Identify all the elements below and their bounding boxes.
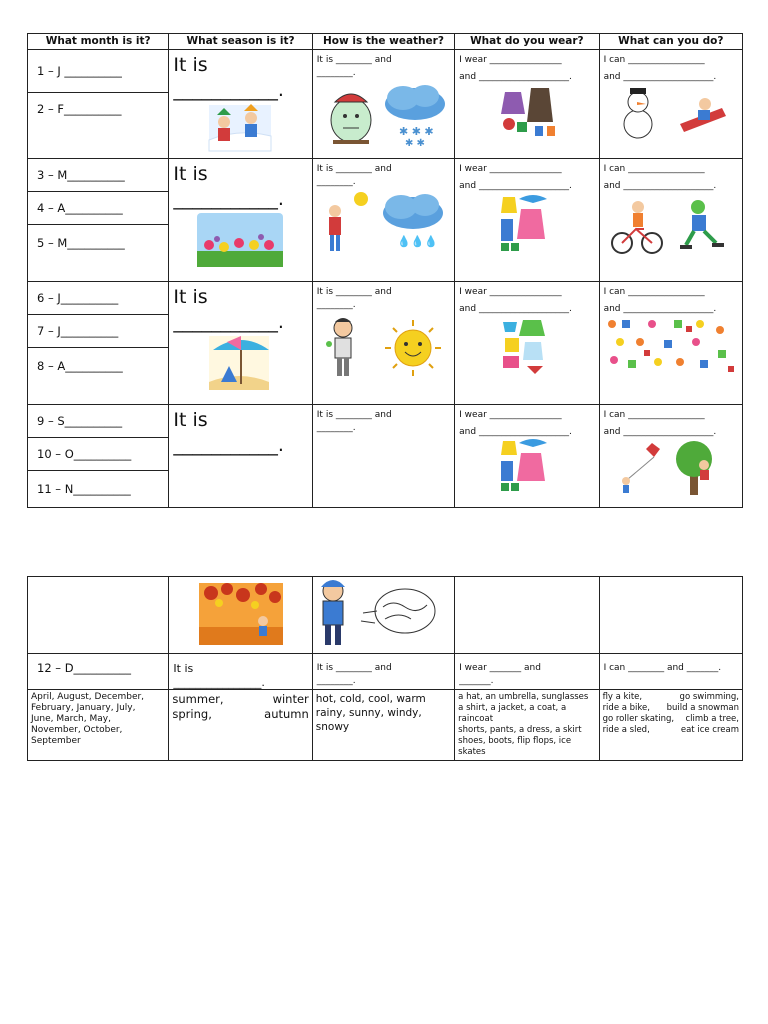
month-blank: 10 – O__________ <box>28 438 168 471</box>
season-blank: ___________. <box>173 188 284 210</box>
word-bank-item: fly a kite, <box>602 692 643 702</box>
can-cell <box>599 654 742 690</box>
svg-text:💧💧💧: 💧💧💧 <box>396 235 438 248</box>
roller-boy-icon <box>680 200 724 249</box>
autumn-leaves-icon <box>169 577 312 651</box>
image-row <box>28 577 743 654</box>
season-blank: ___________. <box>173 311 284 333</box>
weather-line: It is ________ and <box>316 663 392 673</box>
table-row <box>28 405 743 508</box>
can-line: I can _________________ <box>603 410 705 420</box>
word-bank-item: spring, <box>172 707 212 721</box>
wear-line: I wear _______ and <box>459 663 541 673</box>
weather-image-cell <box>312 577 454 654</box>
can-line: and ____________________. <box>603 72 717 82</box>
season-blank: ________________. <box>173 676 265 689</box>
season-cell <box>169 50 312 159</box>
month-blank: 5 – M__________ <box>37 236 125 250</box>
it-is-label: It is <box>173 54 208 76</box>
answer-row <box>28 654 743 690</box>
word-bank-clothes <box>455 690 599 761</box>
rain-cloud-icon <box>383 194 443 248</box>
can-cell <box>599 282 742 405</box>
word-bank-item: eat ice cream <box>680 725 739 735</box>
month-blank: 11 – N__________ <box>37 482 131 496</box>
it-is-label: It is <box>173 409 208 431</box>
snowman-icon <box>600 84 743 142</box>
empty-cell <box>28 577 169 654</box>
word-bank-item: ride a bike, <box>602 703 650 713</box>
word-bank-item: winter <box>272 692 309 706</box>
can-line: and ____________________. <box>603 304 717 314</box>
flowers-icon <box>169 209 312 271</box>
weather-line: It is ________ and <box>316 410 392 420</box>
word-bank-line: shorts, pants, a dress, a skirt <box>458 725 582 735</box>
header-season: What season is it? <box>169 34 312 50</box>
word-bank-line: rainy, sunny, windy, snowy <box>315 707 422 733</box>
empty-cell <box>599 577 742 654</box>
word-bank-item: go roller skating, <box>602 714 675 724</box>
wear-line: and ____________________. <box>459 72 572 82</box>
tree-boy-icon <box>676 441 712 495</box>
wear-line: I wear ________________ <box>459 164 562 174</box>
word-bank-item: climb a tree, <box>685 714 739 724</box>
table-row <box>28 50 743 159</box>
can-line: and ____________________. <box>603 181 717 191</box>
word-bank-item: go swimming, <box>679 692 739 702</box>
month-blank: 6 – J__________ <box>28 282 168 315</box>
snow-cloud-icon <box>385 85 445 149</box>
month-blank: 2 – F__________ <box>37 102 122 116</box>
wear-cell <box>455 654 599 690</box>
can-line: I can ________ and _______. <box>603 663 722 673</box>
month-blank: 3 – M__________ <box>28 159 168 192</box>
month-blank: 9 – S__________ <box>28 405 168 438</box>
can-cell <box>599 405 742 508</box>
summer-clothes-icon <box>455 316 599 378</box>
sun-boy-icon <box>313 189 455 259</box>
weather-cell <box>312 654 454 690</box>
word-bank-item: build a snowman <box>666 703 739 713</box>
word-bank-line: February, January, July, <box>31 703 136 713</box>
month-blank: 8 – A__________ <box>37 359 123 373</box>
header-row <box>28 34 743 50</box>
month-blank: 12 – D__________ <box>37 661 132 675</box>
it-is-label: It is <box>173 286 208 308</box>
can-line: I can _________________ <box>603 164 705 174</box>
wind-cloud-icon <box>361 589 435 633</box>
word-bank-line: April, August, December, <box>31 692 145 702</box>
month-blank: 1 – J __________ <box>28 50 168 93</box>
weather-worksheet-table <box>27 33 743 508</box>
season-cell <box>169 405 312 508</box>
word-bank-line: a shirt, a jacket, a coat, a raincoat <box>458 703 567 724</box>
word-bank-line: hot, cold, cool, warm <box>315 693 426 705</box>
wear-line: and ____________________. <box>459 304 572 314</box>
header-can: What can you do? <box>599 34 742 50</box>
header-wear: What do you wear? <box>455 34 599 50</box>
month-cell <box>28 159 169 282</box>
can-line: I can _________________ <box>603 287 705 297</box>
wear-cell <box>455 159 599 282</box>
it-is-label: It is <box>173 662 194 675</box>
month-blank: 7 – J__________ <box>28 315 168 348</box>
hot-boy-icon <box>313 312 455 384</box>
header-month: What month is it? <box>28 34 169 50</box>
can-line: and ____________________. <box>603 427 717 437</box>
season-cell <box>169 282 312 405</box>
weather-cell <box>312 159 454 282</box>
table-row <box>28 282 743 405</box>
weather-line: It is ________ and <box>316 164 392 174</box>
weather-line: ________. <box>316 676 356 686</box>
month-cell <box>28 405 169 508</box>
can-line: I can _________________ <box>603 55 705 65</box>
spring-clothes-icon <box>455 439 599 495</box>
bike-girl-icon <box>600 193 743 259</box>
word-bank-weather <box>312 690 454 761</box>
wear-cell <box>455 405 599 508</box>
svg-text:✱ ✱ ✱: ✱ ✱ ✱ <box>398 125 434 138</box>
season-blank: ___________. <box>173 434 284 456</box>
sun-icon <box>385 320 441 376</box>
month-cell <box>28 50 169 159</box>
season-cell <box>169 159 312 282</box>
weather-cell <box>312 282 454 405</box>
word-bank-activities <box>599 690 742 761</box>
word-bank-line: November, October, September <box>31 725 123 746</box>
word-bank-line: June, March, May, <box>31 714 111 724</box>
wear-line: and ____________________. <box>459 181 572 191</box>
weather-line: ________. <box>316 68 356 78</box>
wind-boy-icon <box>313 577 455 653</box>
bottom-table <box>27 576 743 761</box>
weather-line: ________. <box>316 300 356 310</box>
beach-umbrella-icon <box>169 332 312 394</box>
word-bank-item: ride a sled, <box>602 725 650 735</box>
month-cell <box>28 654 169 690</box>
wear-line: I wear ________________ <box>459 410 562 420</box>
winter-clothes-icon <box>455 84 599 142</box>
wear-line: I wear ________________ <box>459 55 562 65</box>
svg-text:✱ ✱: ✱ ✱ <box>404 138 425 149</box>
word-bank-line: a hat, an umbrella, sunglasses <box>458 692 589 702</box>
empty-cell <box>455 577 599 654</box>
wear-cell <box>455 50 599 159</box>
word-bank-months <box>28 690 169 761</box>
word-bank-seasons <box>169 690 312 761</box>
header-weather: How is the weather? <box>312 34 454 50</box>
table-row <box>28 159 743 282</box>
word-bank-line: skates <box>458 747 486 757</box>
sled-icon <box>680 98 726 132</box>
weather-line: It is ________ and <box>316 287 392 297</box>
wear-line: and ____________________. <box>459 427 572 437</box>
season-blank: ___________. <box>173 79 284 101</box>
weather-line: It is ________ and <box>316 55 392 65</box>
wear-cell <box>455 282 599 405</box>
wear-line: _______. <box>459 676 494 686</box>
word-bank-row <box>28 690 743 761</box>
word-bank-item: summer, <box>172 692 224 706</box>
weather-line: ________. <box>316 177 356 187</box>
word-bank-item: autumn <box>264 707 309 721</box>
spring-clothes-icon <box>455 193 599 255</box>
month-cell <box>28 282 169 405</box>
season-cell <box>169 654 312 690</box>
can-cell <box>599 159 742 282</box>
word-bank-line: shoes, boots, flip flops, ice <box>458 736 572 746</box>
weather-cell <box>312 405 454 508</box>
wear-line: I wear ________________ <box>459 287 562 297</box>
cold-man-icon <box>313 80 455 150</box>
weather-cell <box>312 50 454 159</box>
weather-line: ________. <box>316 423 356 433</box>
season-image-cell <box>169 577 312 654</box>
summer-items-icon <box>600 316 743 378</box>
month-blank: 4 – A__________ <box>28 192 168 225</box>
winter-kids-icon <box>169 100 312 155</box>
it-is-label: It is <box>173 163 208 185</box>
can-cell <box>599 50 742 159</box>
kite-boy-icon <box>600 439 743 497</box>
